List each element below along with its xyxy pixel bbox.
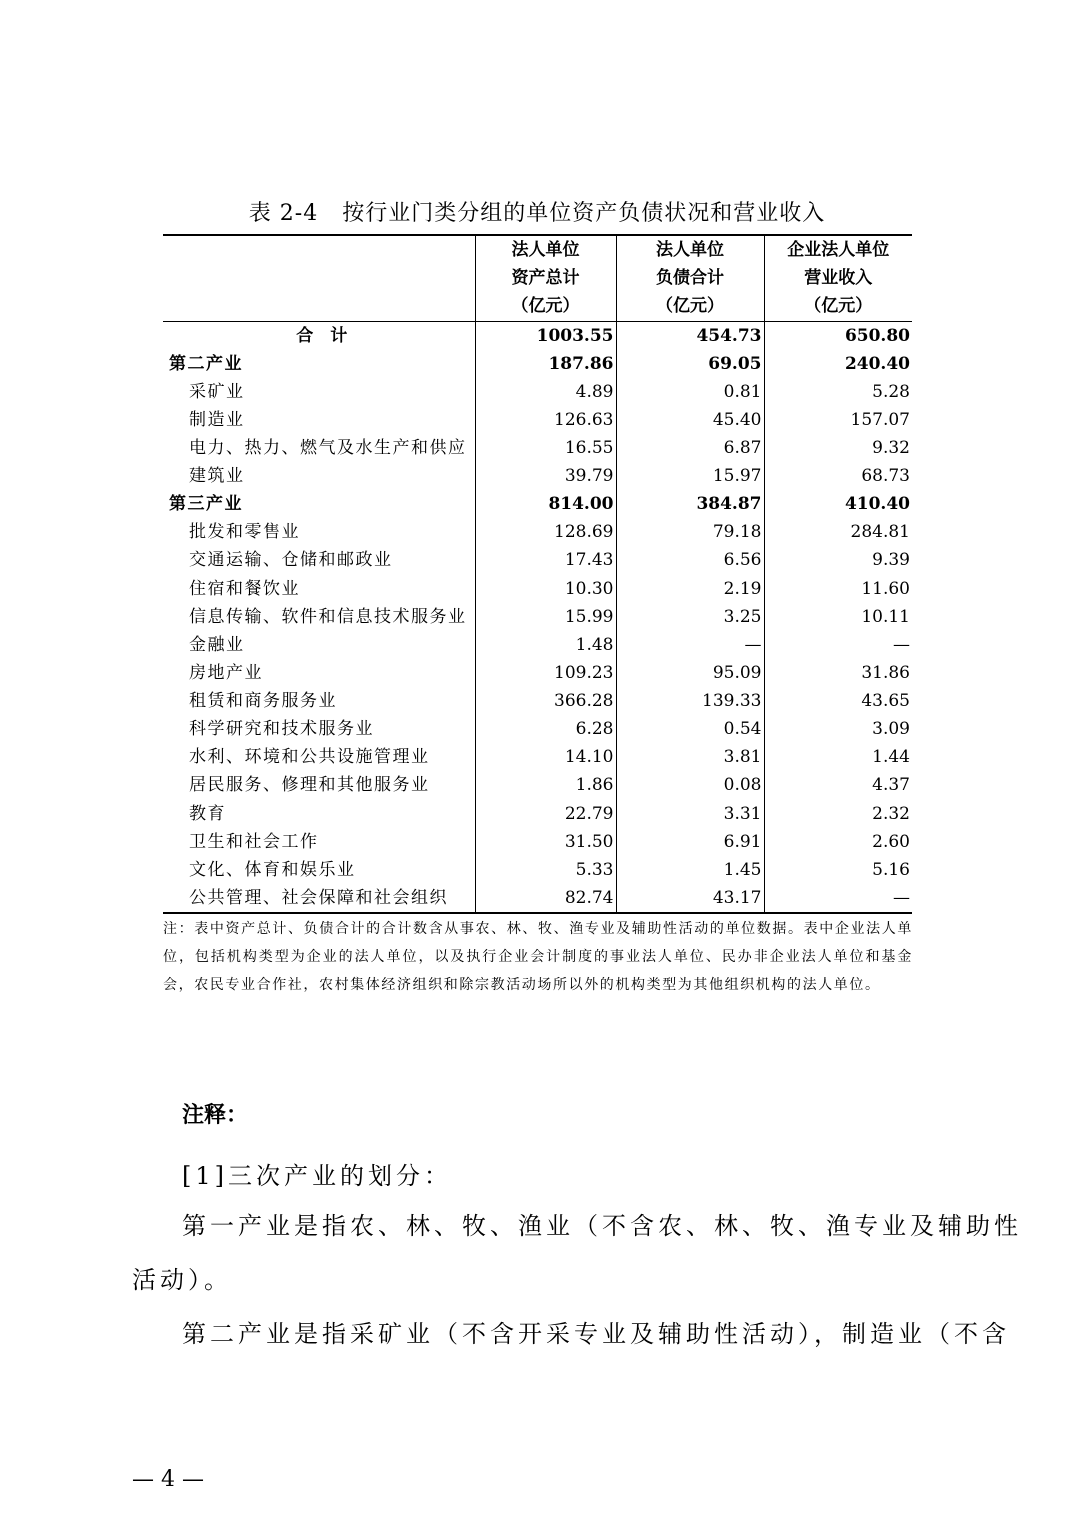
cell-assets: 5.33 <box>475 856 616 884</box>
row-label: 第三产业 <box>163 490 475 518</box>
row-label: 交通运输、仓储和邮政业 <box>163 546 475 574</box>
header-blank <box>163 235 475 321</box>
cell-liabilities: 384.87 <box>616 490 764 518</box>
cell-liabilities: 0.54 <box>616 715 764 743</box>
row-label: 科学研究和技术服务业 <box>163 715 475 743</box>
cell-revenue: 9.32 <box>872 437 910 458</box>
cell-revenue: 2.60 <box>872 831 910 852</box>
row-label: 批发和零售业 <box>163 518 475 546</box>
cell-revenue: 284.81 <box>850 522 910 543</box>
cell-liabilities: 79.18 <box>616 518 764 546</box>
cell-assets: 10.30 <box>475 575 616 603</box>
table-row <box>163 434 912 462</box>
cell-liabilities: 6.91 <box>616 828 764 856</box>
data-table <box>163 234 912 914</box>
cell-revenue: 2.32 <box>872 803 910 824</box>
table-row <box>163 856 912 884</box>
cell-assets: 15.99 <box>475 603 616 631</box>
cell-liabilities: 2.19 <box>616 575 764 603</box>
cell-assets: 814.00 <box>475 490 616 518</box>
row-label: 电力、热力、燃气及水生产和供应 <box>163 434 475 462</box>
table-note: 注：表中资产总计、负债合计的合计数含从事农、林、牧、渔专业及辅助性活动的单位数据。表中企业法人单位，包括机构类型为企业的法人单位，以及执行企业会计制度的事业法人单位、民办非企业法人单位和基金会，农民专业合作社，农村集体经济组织和除宗教活动场所以外的机构类型为其他组织机构的法人单位。 <box>163 921 913 993</box>
cell-assets: 1.86 <box>475 771 616 799</box>
cell-liabilities: 1.45 <box>616 856 764 884</box>
cell-assets: 128.69 <box>475 518 616 546</box>
cell-assets: 1.48 <box>475 631 616 659</box>
header-line: （亿元） <box>656 296 724 317</box>
table-row <box>163 350 912 378</box>
cell-liabilities: 139.33 <box>616 687 764 715</box>
table-row <box>163 378 912 406</box>
cell-assets: 109.23 <box>475 659 616 687</box>
cell-assets: 1003.55 <box>475 321 616 350</box>
table-row <box>163 490 912 518</box>
table-row <box>163 321 912 350</box>
header-liabilities <box>616 235 764 321</box>
table-row <box>163 687 912 715</box>
cell-revenue: 1.44 <box>872 747 910 768</box>
cell-liabilities: 6.56 <box>616 546 764 574</box>
row-label: 金融业 <box>163 631 475 659</box>
cell-assets: 82.74 <box>475 884 616 913</box>
row-label: 居民服务、修理和其他服务业 <box>163 771 475 799</box>
header-line: 营业收入 <box>804 268 873 289</box>
row-label: 卫生和社会工作 <box>163 828 475 856</box>
body-line: 第一产业是指农、林、牧、渔业（不含农、林、牧、渔专业及辅助性 <box>182 1212 1022 1240</box>
table-row <box>163 743 912 771</box>
row-label: 租赁和商务服务业 <box>163 687 475 715</box>
row-label: 合 计 <box>163 321 475 350</box>
row-label: 公共管理、社会保障和社会组织 <box>163 884 475 913</box>
cell-assets: 126.63 <box>475 406 616 434</box>
body-line: [1]三次产业的划分： <box>182 1162 452 1190</box>
table-body <box>163 321 912 913</box>
cell-liabilities: 454.73 <box>616 321 764 350</box>
cell-revenue: 9.39 <box>872 550 910 571</box>
table-row <box>163 884 912 913</box>
header-line: 资产总计 <box>511 268 580 289</box>
table-row <box>163 603 912 631</box>
cell-liabilities: 45.40 <box>616 406 764 434</box>
cell-revenue: 10.11 <box>861 606 910 627</box>
cell-assets: 39.79 <box>475 462 616 490</box>
cell-revenue: 43.65 <box>861 691 910 712</box>
page-number: — 4 — <box>132 1467 204 1492</box>
cell-liabilities: 95.09 <box>616 659 764 687</box>
header-line: （亿元） <box>804 296 873 317</box>
header-line: （亿元） <box>511 296 580 317</box>
table-header-row <box>163 235 912 321</box>
cell-assets: 187.86 <box>475 350 616 378</box>
cell-revenue: 410.40 <box>844 494 910 515</box>
notes-heading: 注释： <box>182 1102 249 1128</box>
table-row <box>163 800 912 828</box>
cell-liabilities: 0.81 <box>616 378 764 406</box>
table-row <box>163 715 912 743</box>
cell-revenue: 240.40 <box>844 353 910 374</box>
row-label: 房地产业 <box>163 659 475 687</box>
cell-liabilities: 69.05 <box>616 350 764 378</box>
cell-liabilities: 15.97 <box>616 462 764 490</box>
cell-revenue: — <box>893 634 910 655</box>
cell-revenue: 4.37 <box>872 775 910 796</box>
row-label: 制造业 <box>163 406 475 434</box>
table-row <box>163 518 912 546</box>
cell-liabilities: 3.81 <box>616 743 764 771</box>
table-row <box>163 546 912 574</box>
cell-revenue: 3.09 <box>872 719 910 740</box>
cell-revenue: 31.86 <box>861 662 910 683</box>
table-row <box>163 575 912 603</box>
table-row <box>163 659 912 687</box>
row-label: 建筑业 <box>163 462 475 490</box>
cell-liabilities: 43.17 <box>616 884 764 913</box>
row-label: 教育 <box>163 800 475 828</box>
table-row <box>163 771 912 799</box>
row-label: 水利、环境和公共设施管理业 <box>163 743 475 771</box>
row-label: 信息传输、软件和信息技术服务业 <box>163 603 475 631</box>
cell-revenue: 157.07 <box>850 409 910 430</box>
cell-revenue: 5.16 <box>872 859 910 880</box>
cell-assets: 17.43 <box>475 546 616 574</box>
row-label: 文化、体育和娱乐业 <box>163 856 475 884</box>
header-line: 法人单位 <box>511 240 580 261</box>
cell-assets: 22.79 <box>475 800 616 828</box>
body-line: 第二产业是指采矿业（不含开采专业及辅助性活动），制造业（不含 <box>182 1320 1010 1348</box>
header-line: 法人单位 <box>656 240 724 261</box>
header-revenue <box>764 235 912 321</box>
cell-liabilities: — <box>616 631 764 659</box>
cell-liabilities: 3.31 <box>616 800 764 828</box>
table-row <box>163 631 912 659</box>
cell-assets: 6.28 <box>475 715 616 743</box>
table-row <box>163 828 912 856</box>
body-line: 活动）。 <box>132 1266 232 1294</box>
cell-assets: 31.50 <box>475 828 616 856</box>
cell-revenue: 68.73 <box>861 466 910 487</box>
table-row <box>163 406 912 434</box>
cell-revenue: 11.60 <box>861 578 910 599</box>
table-caption: 表 2-4 按行业门类分组的单位资产负债状况和营业收入 <box>248 201 826 226</box>
row-label: 采矿业 <box>163 378 475 406</box>
cell-liabilities: 6.87 <box>616 434 764 462</box>
header-line: 负债合计 <box>656 268 724 289</box>
cell-assets: 4.89 <box>475 378 616 406</box>
cell-assets: 14.10 <box>475 743 616 771</box>
cell-assets: 366.28 <box>475 687 616 715</box>
row-label: 住宿和餐饮业 <box>163 575 475 603</box>
table-row <box>163 462 912 490</box>
header-line: 企业法人单位 <box>787 240 890 261</box>
cell-revenue: 650.80 <box>844 325 910 346</box>
cell-liabilities: 0.08 <box>616 771 764 799</box>
cell-liabilities: 3.25 <box>616 603 764 631</box>
header-assets <box>475 235 616 321</box>
cell-revenue: — <box>764 884 912 913</box>
cell-assets: 16.55 <box>475 434 616 462</box>
row-label: 第二产业 <box>163 350 475 378</box>
cell-revenue: 5.28 <box>872 381 910 402</box>
